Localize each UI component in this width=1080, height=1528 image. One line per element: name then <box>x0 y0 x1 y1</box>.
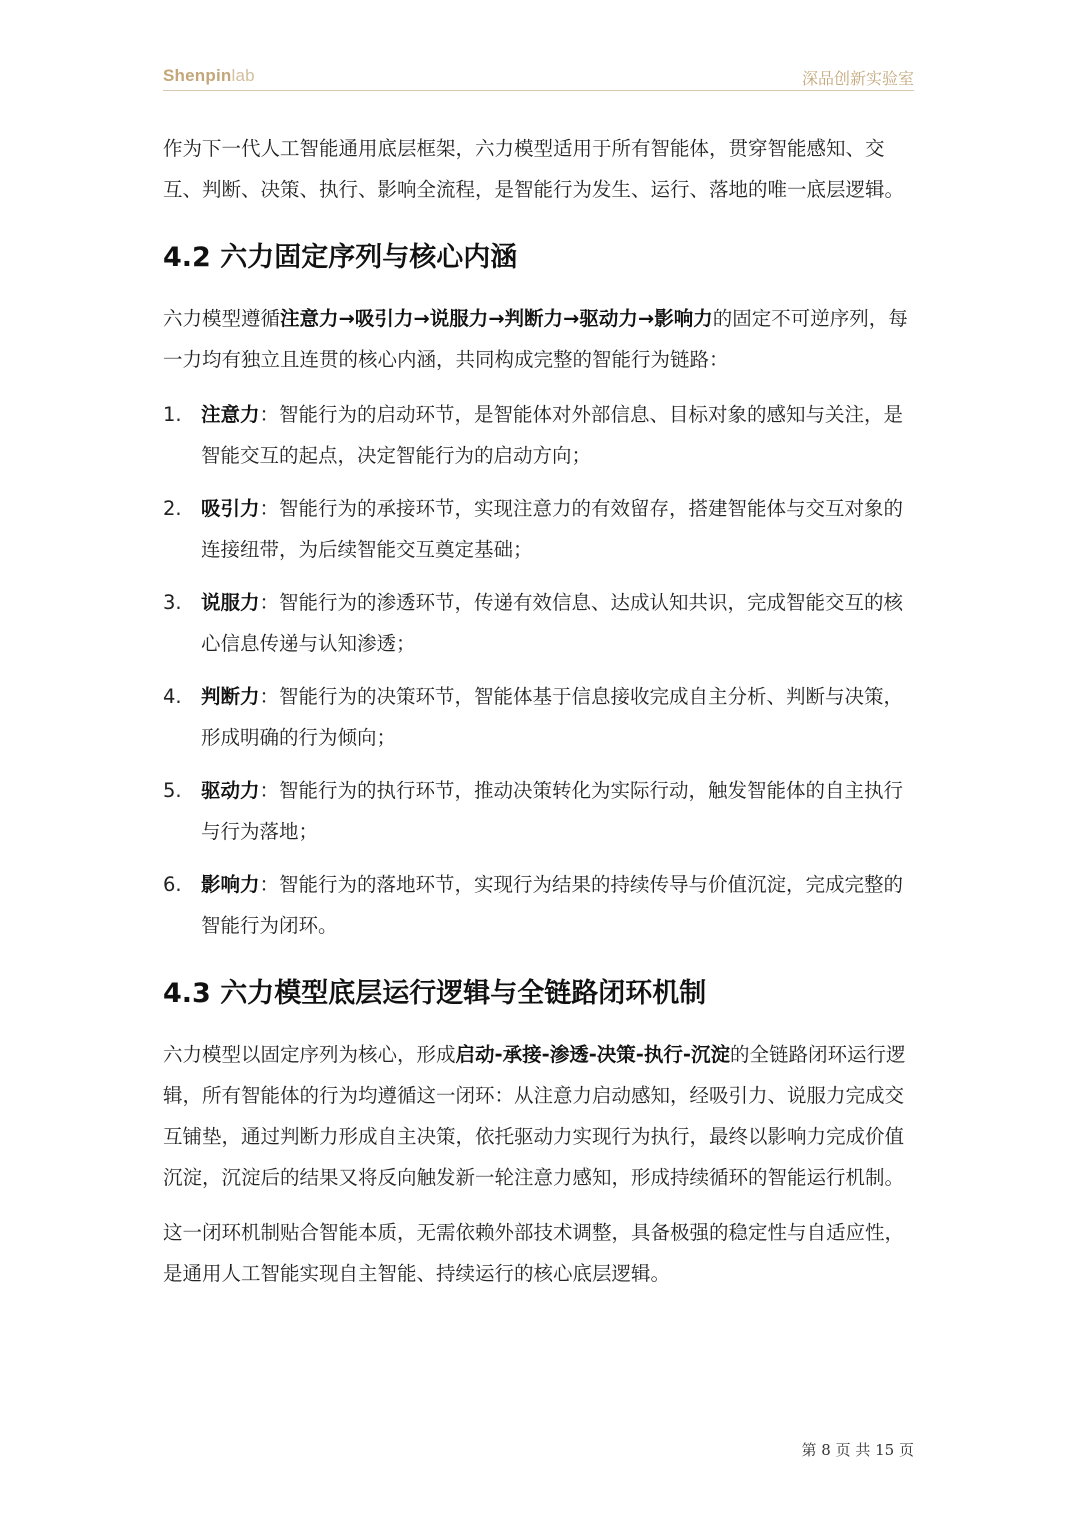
list-item <box>163 676 913 758</box>
lead-post: 的固定不可逆序列，每一力均有独立且连贯的核心内涵，共同构成完整的智能行为链路： <box>163 307 908 371</box>
item-text: ：智能行为的决策环节，智能体基于信息接收完成自主分析、判断与决策，形成明确的行为倾向； <box>201 685 904 749</box>
page-header <box>163 62 914 91</box>
item-text: ：智能行为的执行环节，推动决策转化为实际行动，触发智能体的自主执行与行为落地； <box>201 779 904 843</box>
section-4-2-heading: 4.2 六力固定序列与核心内涵 <box>163 242 518 273</box>
item-text: ：智能行为的启动环节，是智能体对外部信息、目标对象的感知与关注，是智能交互的起点，决定智能行为的启动方向； <box>201 403 904 467</box>
item-term: 影响力 <box>201 873 260 896</box>
list-item <box>163 770 913 852</box>
six-forces-list <box>163 394 913 946</box>
brand-logo <box>163 66 255 86</box>
item-term: 说服力 <box>201 591 260 614</box>
p1-chain: 启动-承接-渗透-决策-执行-沉淀 <box>455 1043 730 1066</box>
lead-pre: 六力模型遵循 <box>163 307 281 330</box>
list-item <box>163 864 913 946</box>
section-4-3-paragraph-1 <box>163 1034 913 1198</box>
item-term: 驱动力 <box>201 779 260 802</box>
intro-paragraph: 作为下一代人工智能通用底层框架，六力模型适用于所有智能体，贯穿智能感知、交互、判断、决策、执行、影响全流程，是智能行为发生、运行、落地的唯一底层逻辑。 <box>163 137 905 201</box>
item-text: ：智能行为的承接环节，实现注意力的有效留存，搭建智能体与交互对象的连接纽带，为后续智能交互奠定基础； <box>201 497 904 561</box>
item-text: ：智能行为的渗透环节，传递有效信息、达成认知共识，完成智能交互的核心信息传递与认知渗透； <box>201 591 904 655</box>
item-term: 吸引力 <box>201 497 260 520</box>
item-term: 判断力 <box>201 685 260 708</box>
item-number: 1. <box>163 403 182 426</box>
item-number: 4. <box>163 685 182 708</box>
item-number: 6. <box>163 873 182 896</box>
brand-light: lab <box>231 66 255 85</box>
item-number: 2. <box>163 497 182 520</box>
p1-post: 的全链路闭环运行逻辑，所有智能体的行为均遵循这一闭环：从注意力启动感知，经吸引力、说服力完成交互铺垫，通过判断力形成自主决策，依托驱动力实现行为执行，最终以影响力完成价值沉淀，沉淀后的结果又将反向触发新一轮注意力感知，形成持续循环的智能运行机制。 <box>163 1043 906 1189</box>
page-number: 第 8 页 共 15 页 <box>801 1441 914 1459</box>
item-text: ：智能行为的落地环节，实现行为结果的持续传导与价值沉淀，完成完整的智能行为闭环。 <box>201 873 904 937</box>
lead-sequence: 注意力→吸引力→说服力→判断力→驱动力→影响力 <box>280 307 713 330</box>
section-4-3-heading: 4.3 六力模型底层运行逻辑与全链路闭环机制 <box>163 978 707 1009</box>
brand-main: Shenpin <box>163 66 232 85</box>
list-item <box>163 582 913 664</box>
p1-pre: 六力模型以固定序列为核心，形成 <box>163 1043 456 1066</box>
document-body <box>163 128 913 1308</box>
section-4-3-paragraph-2: 这一闭环机制贴合智能本质，无需依赖外部技术调整，具备极强的稳定性与自适应性，是通用人工智能实现自主智能、持续运行的核心底层逻辑。 <box>163 1221 905 1285</box>
section-4-2-lead <box>163 298 913 380</box>
list-item <box>163 394 913 476</box>
item-term: 注意力 <box>201 403 260 426</box>
lab-name: 深品创新实验室 <box>801 69 914 88</box>
item-number: 3. <box>163 591 182 614</box>
list-item <box>163 488 913 570</box>
item-number: 5. <box>163 779 182 802</box>
